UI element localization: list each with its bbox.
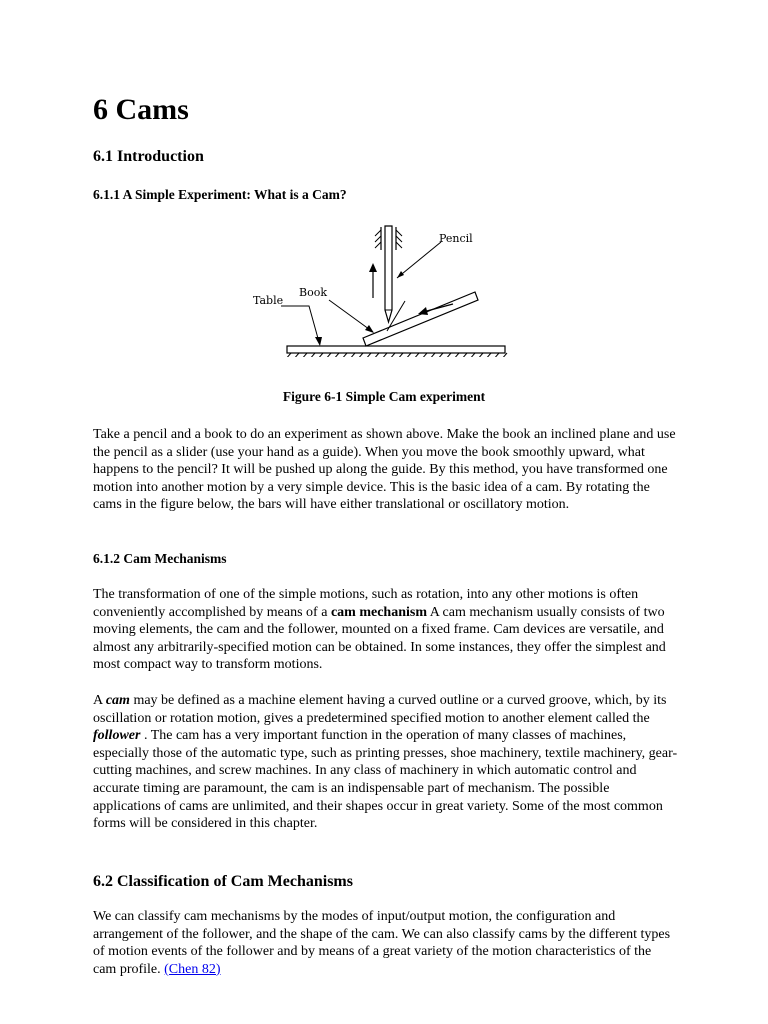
paragraph-experiment: Take a pencil and a book to do an experiment as shown above. Make the book an inclined plane and use the pencil as a slider (use your hand as a guide). When you move the book smoothly upward, what happens to the pencil? It will be pushed up along the guide. By this method, you have transformed one motion into another motion by a very simple device. This is the basic idea of a cam. By rotating the cams in the figure below, the bars will have either translational or oscillatory motion.	[93, 427, 676, 513]
paragraph-classification: We can classify cam mechanisms by the modes of input/output motion, the configuration and arrangement of the follower, and the shape of the cam. We can also classify cams by the different types of motion events of the follower and by means of a great variety of the motion characteristics of the cam profile. (Chen 82)	[93, 909, 671, 977]
book-shape	[363, 292, 478, 346]
cam-diagram	[253, 222, 513, 357]
page-title: 6 Cams	[93, 93, 189, 126]
figure-caption: Figure 6-1 Simple Cam experiment	[282, 389, 486, 404]
section-heading-6-1: 6.1 Introduction	[93, 148, 204, 165]
pencil-shape	[385, 226, 392, 322]
subsection-heading-6-1-1: 6.1.1 A Simple Experiment: What is a Cam?	[93, 187, 347, 202]
pencil-label: Pencil	[439, 232, 473, 245]
up-arrow-icon	[369, 263, 377, 272]
paragraph-cam-mechanisms: The transformation of one of the simple motions, such as rotation, into any other motions is often conveniently accomplished by means of a cam mechanism A cam mechanism usually consists of two moving elements, the cam and the follower, mounted on a fixed frame. Cam devices are versatile, and almost any arbitrarily-specified motion can be obtained. In some instances, they offer the simplest and most compact way to transform motions.	[93, 587, 666, 673]
cam-term: cam	[105, 693, 130, 708]
paragraph-cam-definition: A cam may be defined as a machine element having a curved outline or a curved groove, which, by its oscillation or rotation motion, gives a predetermined specified motion to another element called the follower . The cam has a very important function in the operation of many classes of machines, especially those of the automatic type, such as printing presses, shoe machinery, textile machinery, gear-cutting machines, and screw machines. In any class of machinery in which automatic control and accurate timing are paramount, the cam is an indispensable part of mechanism. The possible applications of cams are unlimited, and their shapes occur in great variety. Some of the most common forms will be considered in this chapter.	[93, 693, 678, 832]
follower-term: follower	[93, 728, 141, 744]
pencil-leader	[397, 242, 441, 278]
table-label: Table	[253, 294, 284, 307]
section-heading-6-2: 6.2 Classification of Cam Mechanisms	[93, 873, 353, 890]
table-leader-arrow-icon	[315, 337, 322, 346]
book-leader-arrow-icon	[365, 325, 374, 333]
book-leader	[329, 300, 373, 332]
table-surface	[287, 346, 505, 353]
cam-mechanism-term: cam mechanism	[330, 604, 427, 620]
pencil-leader-arrow-icon	[397, 271, 404, 278]
table-hatching	[285, 353, 507, 357]
chen-82-link[interactable]: (Chen 82)	[164, 961, 221, 977]
book-arrow-icon	[418, 307, 428, 315]
book-label: Book	[299, 286, 327, 299]
cam-experiment-figure	[253, 222, 513, 357]
table-leader	[281, 306, 319, 342]
subsection-heading-6-1-2: 6.1.2 Cam Mechanisms	[93, 551, 227, 566]
